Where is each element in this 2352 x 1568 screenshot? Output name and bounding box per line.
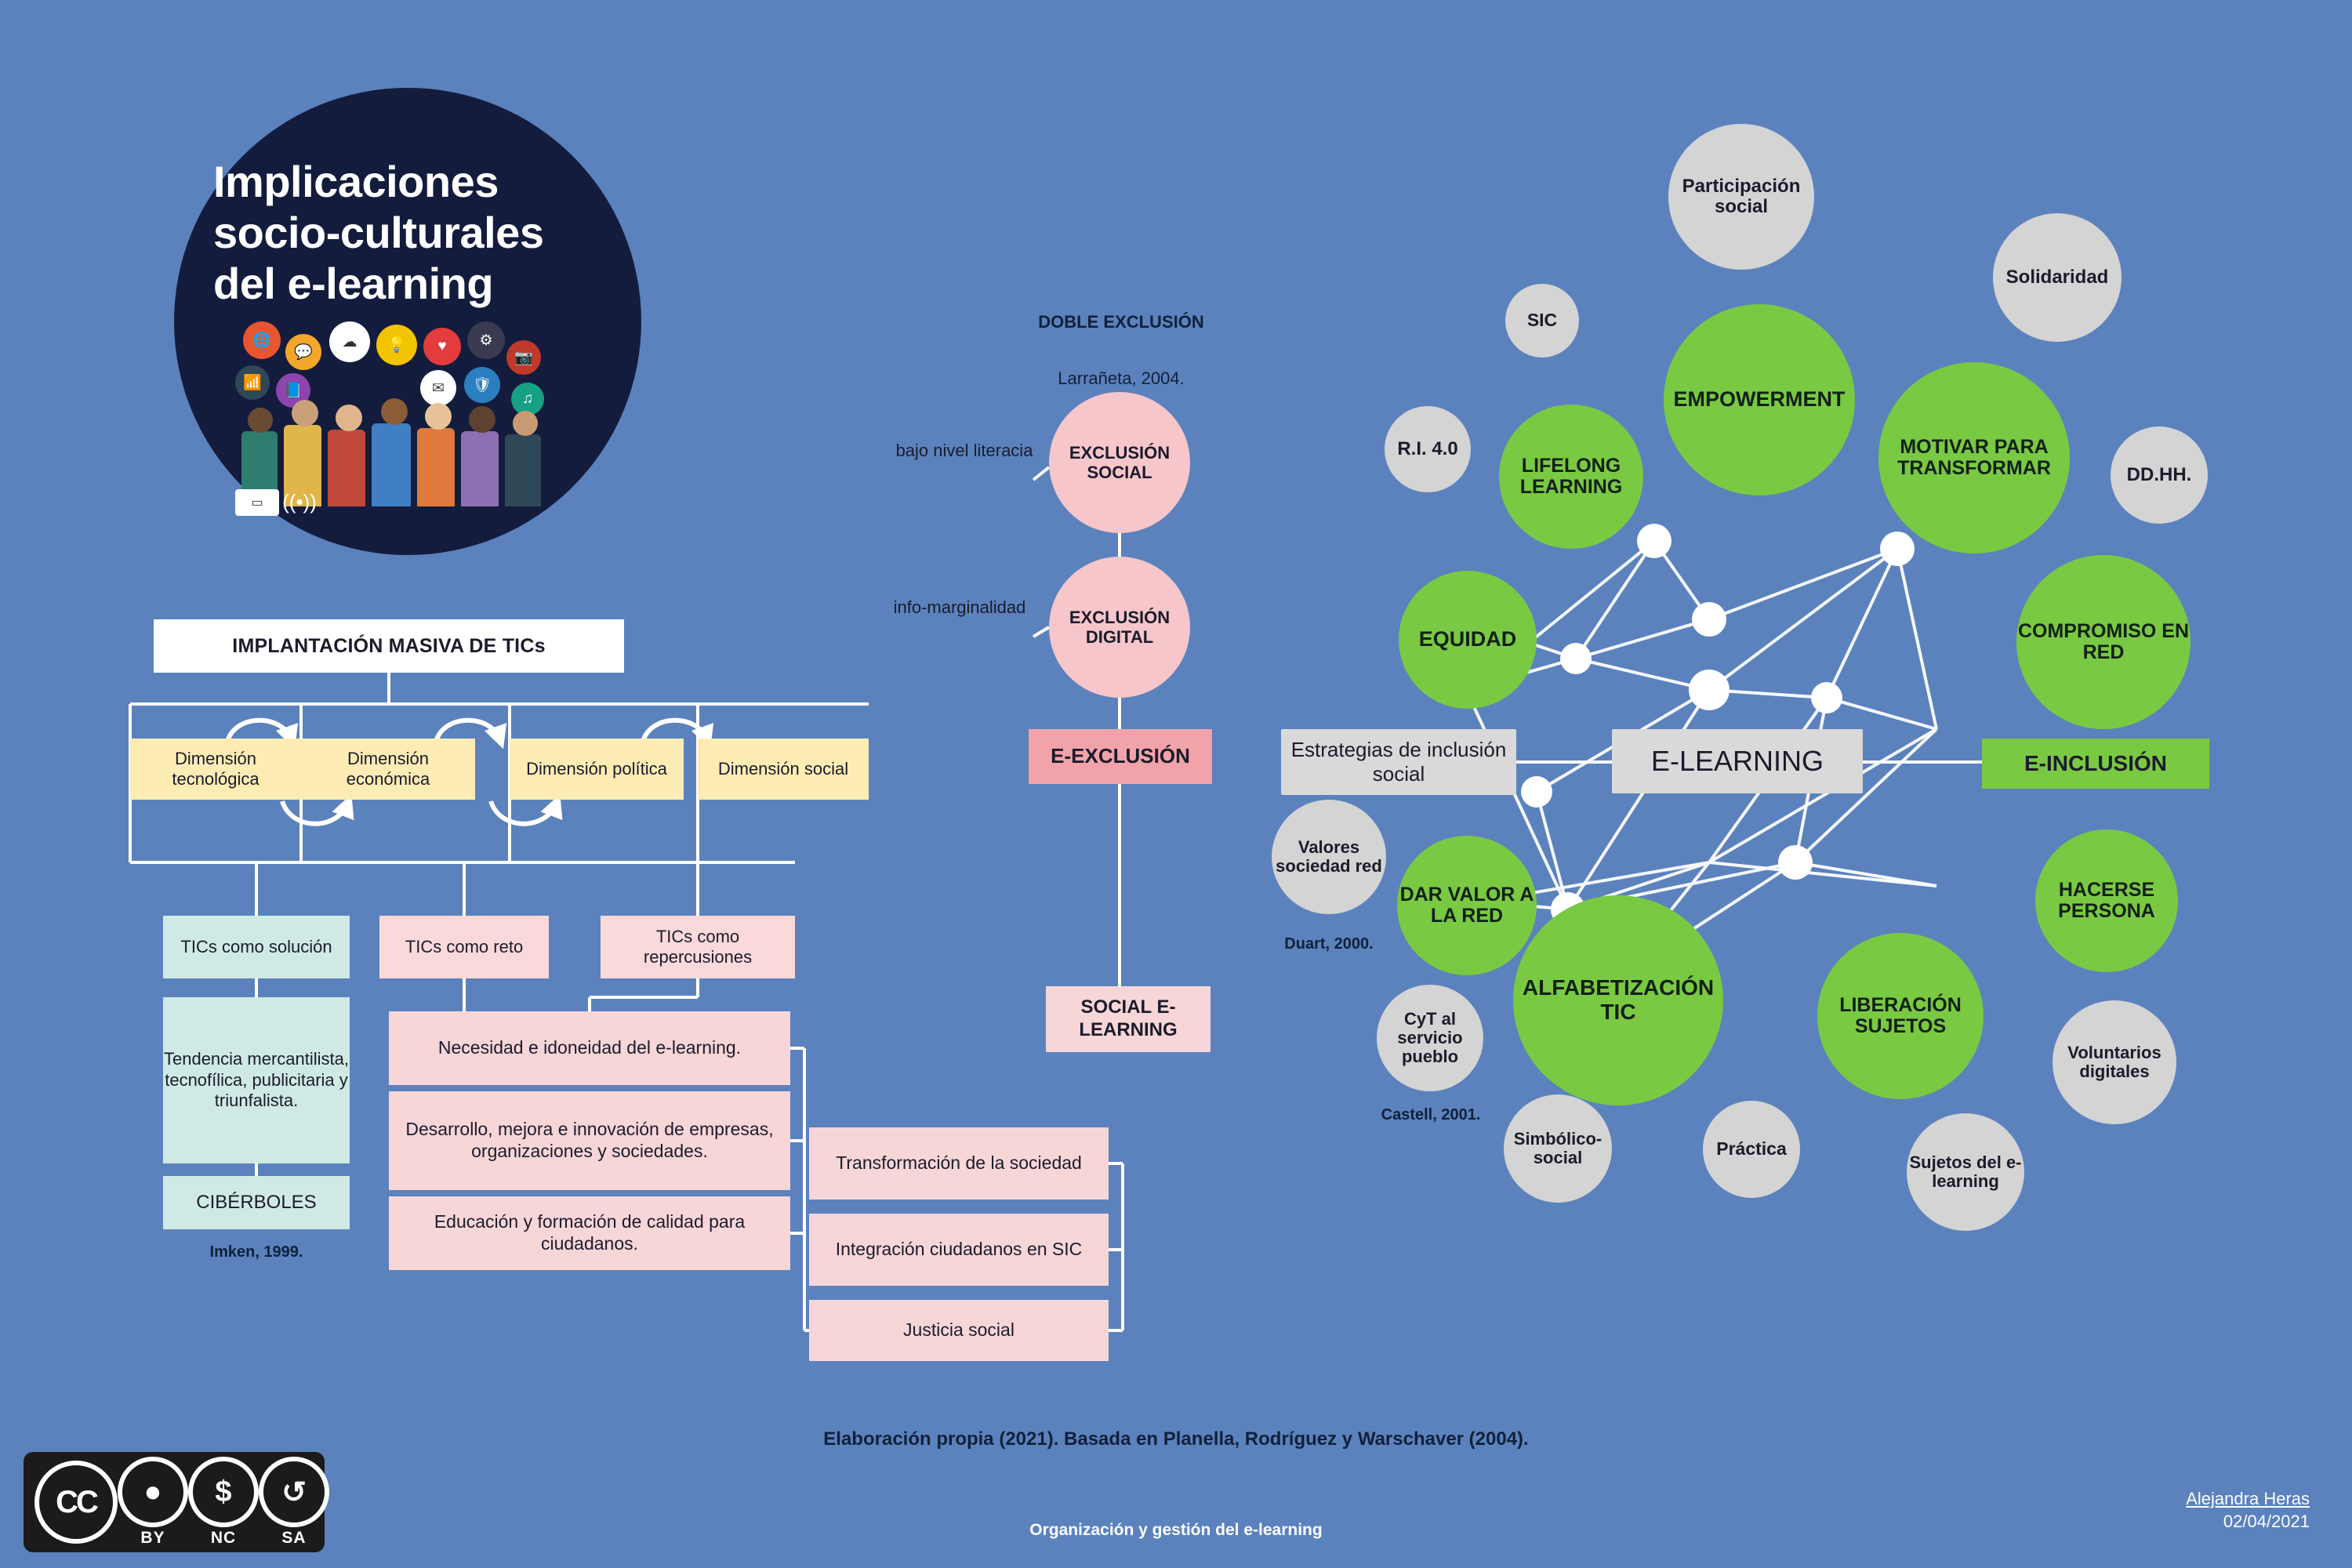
node-simbolico-social: Simbólico-social [1504,1094,1612,1203]
cc-nc [188,1457,259,1548]
wifi-icon: 📶 [235,365,270,400]
cc-by [118,1457,188,1548]
cc-sa [259,1457,329,1548]
title-line-3: del e-learning [213,258,494,308]
e-inclusion-box: E-INCLUSIÓN [1982,739,2209,789]
node-liberacion-sujetos: LIBERACIÓN SUJETOS [1817,933,1984,1099]
person-5-body [417,428,455,506]
node-equidad: EQUIDAD [1399,571,1537,709]
node-compromiso-en-red: COMPROMISO EN RED [2016,555,2190,729]
gear-icon: ⚙ [467,321,505,359]
info-marginalidad-label: info-marginalidad [893,597,1026,617]
laptop-icon: ▭ [235,489,279,516]
node-lifelong-learning: LIFELONG LEARNING [1499,405,1643,549]
integracion-ciudadanos-box: Integración ciudadanos en SIC [809,1214,1109,1286]
duart-citation: Duart, 2000. [1284,935,1374,953]
mail-icon: ✉ [420,370,456,406]
node-cyt-al-servicio-pueblo: CyT al servicio pueblo [1377,985,1483,1091]
educacion-box: Educación y formación de calidad para ciudadanos. [389,1196,790,1270]
desarrollo-box: Desarrollo, mejora e innovación de empresas, organizaciones y sociedades. [389,1091,790,1190]
ciberboles-box: CIBÉRBOLES [163,1176,350,1229]
dimension-economica-box: Dimensión económica [301,739,475,800]
node-motivar-para-transformar: MOTIVAR PARA TRANSFORMAR [1878,362,2070,554]
node-empowerment: EMPOWERMENT [1664,304,1855,495]
music-icon: ♫ [511,383,544,416]
tics-como-solucion-box: TICs como solución [163,916,350,978]
e-learning-box: E-LEARNING [1612,729,1863,793]
bajo-nivel-literacia-label: bajo nivel literacia [895,441,1033,460]
exclusion-social-node: EXCLUSIÓN SOCIAL [1049,392,1190,533]
node-alfabetizacion-tic: ALFABETIZACIÓN TIC [1513,895,1723,1105]
person-3-head [336,405,362,431]
larraneta-citation: Larrañeta, 2004. [1058,368,1185,388]
author-name: Alejandra Heras [2186,1489,2310,1508]
cc-sa-label: SA [281,1529,307,1547]
cc-icon: CC [34,1461,118,1544]
heart-icon: ♥ [423,328,461,365]
imken-citation: Imken, 1999. [209,1243,303,1261]
tendencia-box: Tendencia mercantilista, tecnofílica, publicitaria y triunfalista. [163,997,350,1163]
person-6-body [461,431,499,506]
author-block [1980,1488,2310,1533]
cc-nc-label: NC [210,1529,237,1547]
shield-icon: 🛡 [464,367,500,403]
person-2-head [292,400,318,426]
bulb-icon: 💡 [376,325,417,365]
globe-icon: 🌐 [243,321,281,359]
node-sic: SIC [1505,284,1579,358]
tics-como-reto-box: TICs como reto [379,916,549,978]
necesidad-box: Necesidad e idoneidad del e-learning. [389,1011,790,1085]
person-7-body [505,434,541,506]
castell-citation: Castell, 2001. [1381,1106,1481,1123]
node-voluntarios-digitales: Voluntarios digitales [2053,1000,2176,1124]
person-icon: ● [118,1457,188,1527]
title-line-1: Implicaciones [213,157,499,206]
person-1-head [248,408,273,433]
node-sujetos-del-e-learning: Sujetos del e-learning [1907,1113,2024,1231]
node-solidaridad: Solidaridad [1993,213,2122,342]
node-ddhh: DD.HH. [2111,426,2208,524]
camera-icon: 📷 [506,340,541,375]
cc-logo [34,1461,118,1544]
person-5-head [425,403,452,430]
tics-como-repercusiones-box: TICs como repercusiones [601,916,795,978]
e-exclusion-box: E-EXCLUSIÓN [1029,729,1212,784]
person-7-head [513,411,538,436]
node-participacion-social: Participación social [1668,124,1814,270]
cc-by-label: BY [140,1529,165,1547]
exclusion-digital-node: EXCLUSIÓN DIGITAL [1049,557,1190,698]
person-6-head [469,406,495,433]
organizacion-note: Organización y gestión del e-learning [1029,1521,1323,1539]
person-4-head [381,398,408,425]
node-hacerse-persona: HACERSE PERSONA [2035,829,2178,972]
title-line-2: socio-culturales [213,207,544,257]
author-date: 02/04/2021 [2223,1511,2310,1531]
node-valores-sociedad-red: Valores sociedad red [1272,800,1386,914]
person-4-body [372,423,411,506]
dimension-tecnologica-box: Dimensión tecnológica [130,739,301,800]
book-icon: 📘 [276,373,310,408]
creative-commons-badge [24,1452,325,1552]
icon-collage [235,321,580,517]
dimension-politica-box: Dimensión política [510,739,684,800]
transformacion-sociedad-box: Transformación de la sociedad [809,1127,1109,1200]
justicia-social-box: Justicia social [809,1300,1109,1361]
node-practica: Práctica [1703,1101,1800,1198]
node-dar-valor-a-la-red: DAR VALOR A LA RED [1397,836,1537,975]
cloud-icon: ☁ [329,321,370,362]
estrategias-inclusion-box: Estrategias de inclusión social [1281,729,1516,795]
page-title [213,157,605,310]
elaboracion-note: Elaboración propia (2021). Basada en Planella, Rodríguez y Warschaver (2004). [823,1428,1529,1450]
share-alike-icon: ↺ [259,1457,329,1527]
dimension-social-box: Dimensión social [698,739,869,800]
node-ri-40: R.I. 4.0 [1385,406,1471,492]
wifi-signal-icon: ((•)) [282,489,317,514]
social-e-learning-box: SOCIAL E-LEARNING [1046,986,1210,1052]
no-money-icon: $ [188,1457,259,1527]
implantacion-masiva-box: IMPLANTACIÓN MASIVA DE TICs [154,619,624,673]
doble-exclusion-label: DOBLE EXCLUSIÓN [1038,312,1204,332]
person-3-body [328,430,365,506]
chat-icon: 💬 [285,334,321,370]
